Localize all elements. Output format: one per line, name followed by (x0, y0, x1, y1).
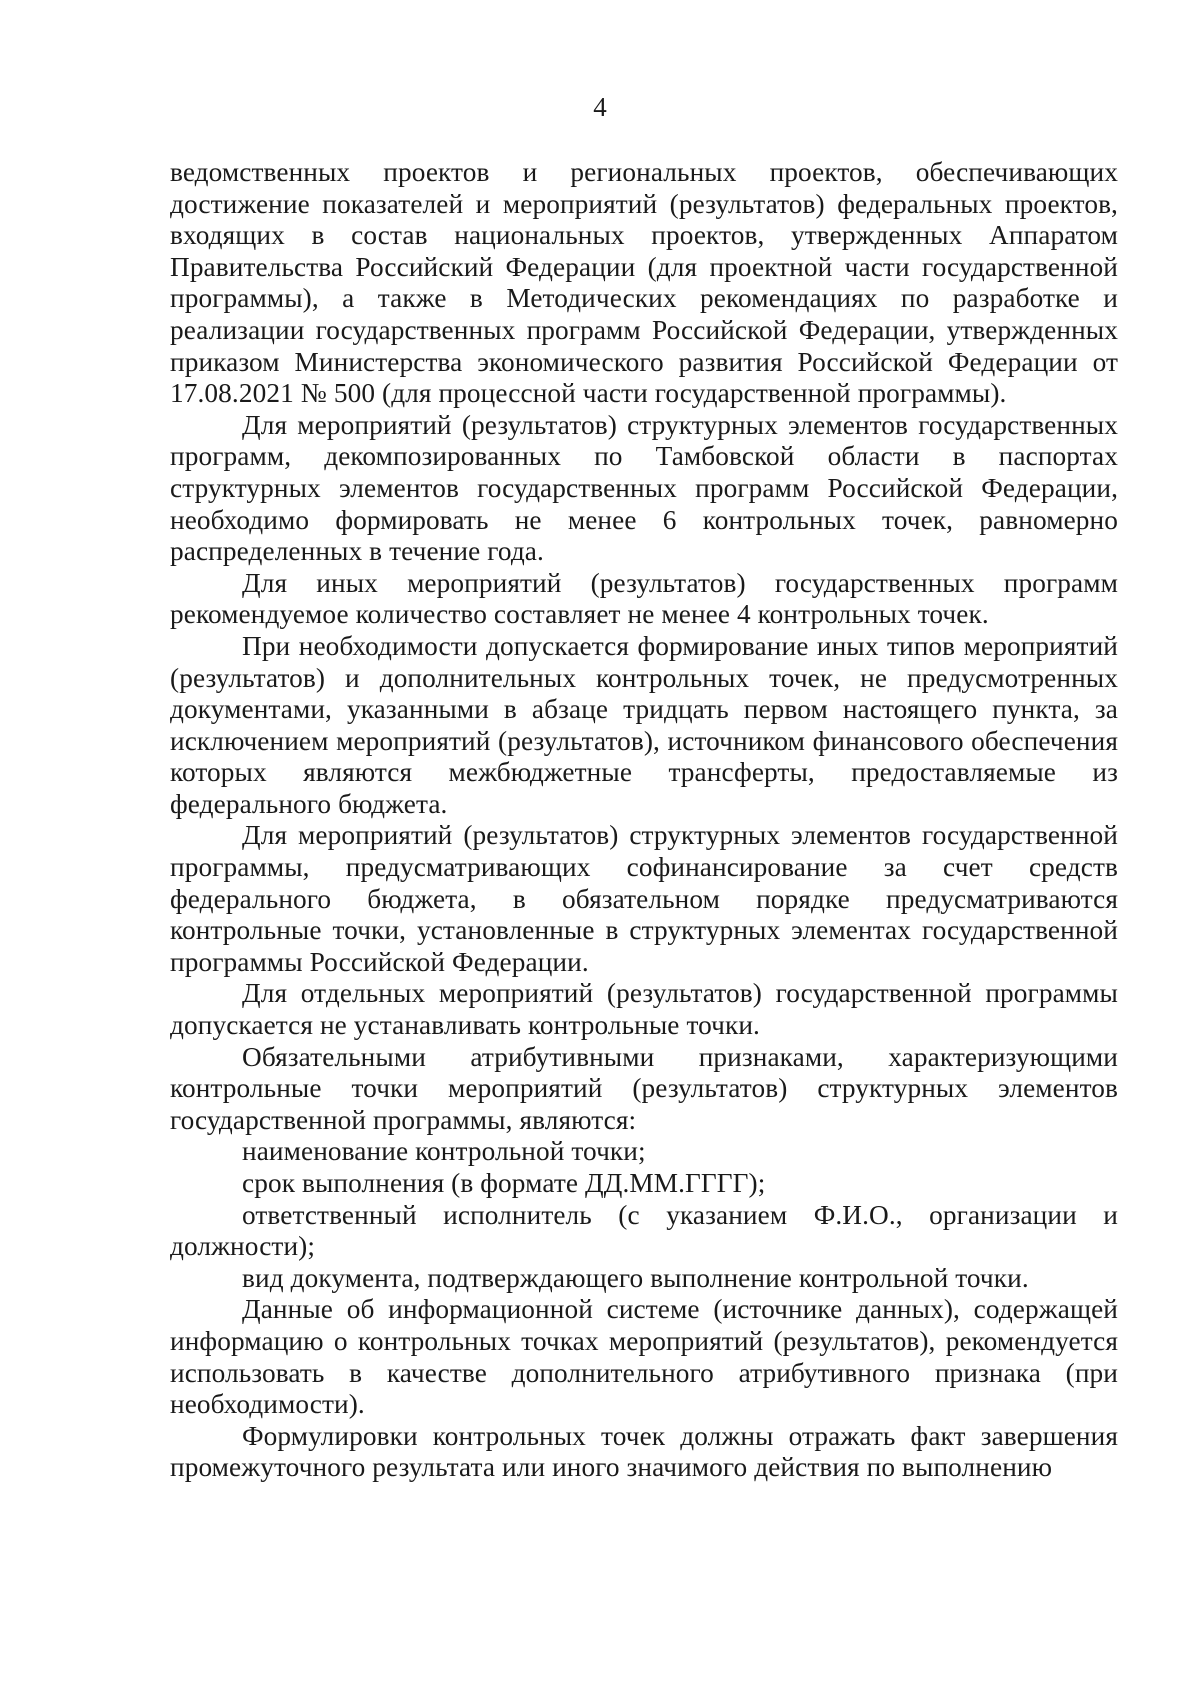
list-item: срок выполнения (в формате ДД.ММ.ГГГГ); (242, 1168, 766, 1198)
list-item: ответственный исполнитель (с указанием Ф.И.О., организации и должности); (170, 1199, 1118, 1262)
paragraph: Формулировки контрольных точек должны отражать факт завершения промежуточного результата или иного значимого действия по выполнению (170, 1420, 1118, 1483)
list-item: наименование контрольной точки; (242, 1136, 646, 1167)
paragraph: ведомственных проектов и региональных проектов, обеспечивающих достижение показателей и мероприятий (результатов) федеральных проектов, входящих в состав национальных проектов, утвержденных Аппаратом Правительства Российский Федерации (для проектной части государственной программы), а также в Методических рекомендациях по разработке и реализации государственных программ Российской Федерации, утвержденных приказом Министерства экономического развития Российской Федерации от 17.08.2021 № 500 (для процессной части государственной программы). (170, 157, 1118, 409)
paragraph: Данные об информационной системе (источнике данных), содержащей информацию о контрольных точках мероприятий (результатов), рекомендуется использовать в качестве дополнительного атрибутивного признака (при необходимости). (170, 1294, 1118, 1420)
paragraph: При необходимости допускается формирование иных типов мероприятий (результатов) и дополнительных контрольных точек, не предусмотренных документами, указанными в абзаце тридцать первом настоящего пункта, за исключением мероприятий (результатов), источником финансового обеспечения которых являются межбюджетные трансферты, предоставляемые из федерального бюджета. (170, 630, 1118, 819)
body-text (170, 157, 1118, 1484)
paragraph: Для отдельных мероприятий (результатов) государственной программы допускается не устанавливать контрольные точки. (170, 978, 1118, 1041)
paragraph: Для мероприятий (результатов) структурных элементов государственной программы, предусматривающих софинансирование за счет средств федерального бюджета, в обязательном порядке предусматриваются контрольные точки, установленные в структурных элементах государственной программы Российской Федерации. (170, 820, 1118, 977)
paragraph: Обязательными атрибутивными признаками, характеризующими контрольные точки мероприятий (результатов) структурных элементов государственной программы, являются: (170, 1041, 1118, 1135)
list-item: вид документа, подтверждающего выполнение контрольной точки. (242, 1262, 1029, 1293)
paragraph: Для иных мероприятий (результатов) государственных программ рекомендуемое количество составляет не менее 4 контрольных точек. (170, 567, 1118, 630)
page-number: 4 (593, 92, 607, 122)
paragraph: Для мероприятий (результатов) структурных элементов государственных программ, декомпозированных по Тамбовской области в паспортах структурных элементов государственных программ Российской Федерации, необходимо формировать не менее 6 контрольных точек, равномерно распределенных в течение года. (170, 409, 1118, 567)
